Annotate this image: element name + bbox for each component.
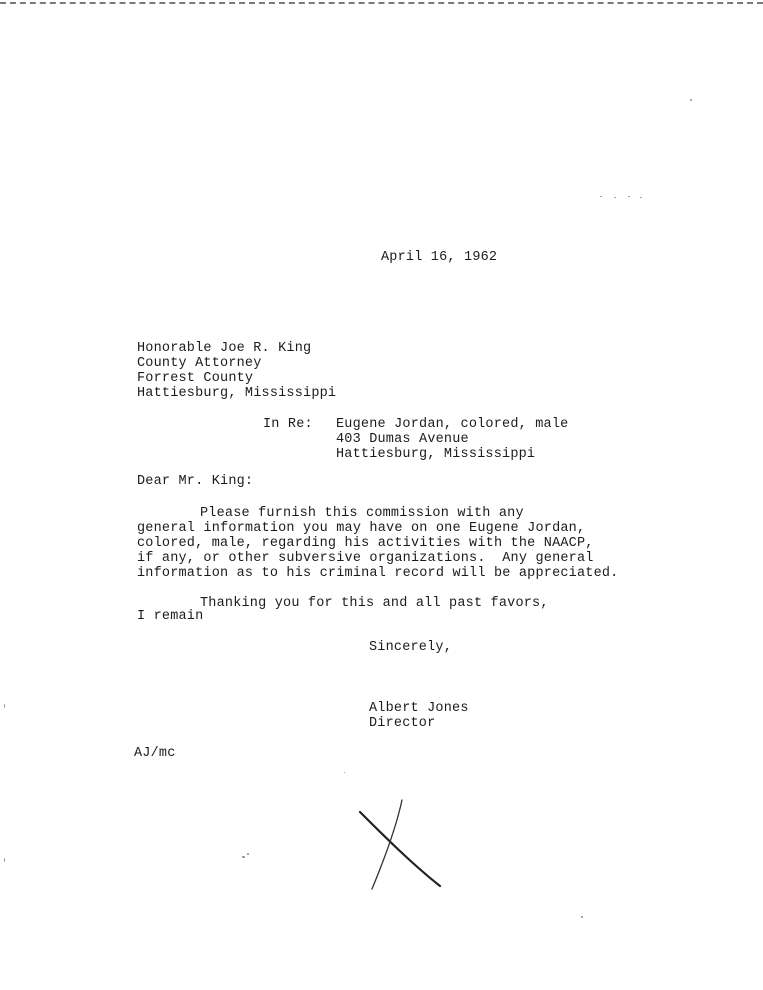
recipient-name: Honorable Joe R. King: [137, 341, 312, 356]
scan-speck: [344, 772, 345, 773]
scan-speck: [628, 196, 630, 197]
body-line: Please furnish this commission with any: [200, 506, 524, 521]
scan-speck: [690, 99, 692, 101]
recipient-title: County Attorney: [137, 356, 262, 371]
in-re-city: Hattiesburg, Mississippi: [336, 447, 536, 462]
in-re-label: In Re:: [263, 417, 313, 432]
handwritten-x-mark: [352, 798, 447, 893]
letter-date: April 16, 1962: [381, 250, 498, 265]
body-line: information as to his criminal record will be appreciated.: [137, 566, 619, 581]
closing: Sincerely,: [369, 640, 453, 655]
body-line: Thanking you for this and all past favors,: [200, 596, 549, 611]
in-re-subject: Eugene Jordan, colored, male: [336, 417, 569, 432]
page-top-edge: [0, 2, 763, 4]
scan-speck: [4, 704, 5, 708]
scan-speck: [640, 197, 642, 198]
scan-speck: [242, 856, 245, 858]
signer-name: Albert Jones: [369, 701, 469, 716]
typist-initials: AJ/mc: [134, 746, 176, 761]
scan-speck: [4, 858, 5, 862]
body-line: colored, male, regarding his activities with the NAACP,: [137, 536, 594, 551]
body-line: general information you may have on one Eugene Jordan,: [137, 521, 586, 536]
recipient-county: Forrest County: [137, 371, 254, 386]
scan-speck: [600, 196, 602, 197]
salutation: Dear Mr. King:: [137, 474, 254, 489]
scan-speck: [581, 916, 583, 918]
scan-speck: [614, 197, 616, 198]
recipient-city: Hattiesburg, Mississippi: [137, 386, 337, 401]
signer-title: Director: [369, 716, 436, 731]
in-re-street: 403 Dumas Avenue: [336, 432, 469, 447]
body-line: I remain: [137, 609, 204, 624]
body-line: if any, or other subversive organizations. Any general: [137, 551, 594, 566]
scan-speck: [247, 853, 249, 855]
